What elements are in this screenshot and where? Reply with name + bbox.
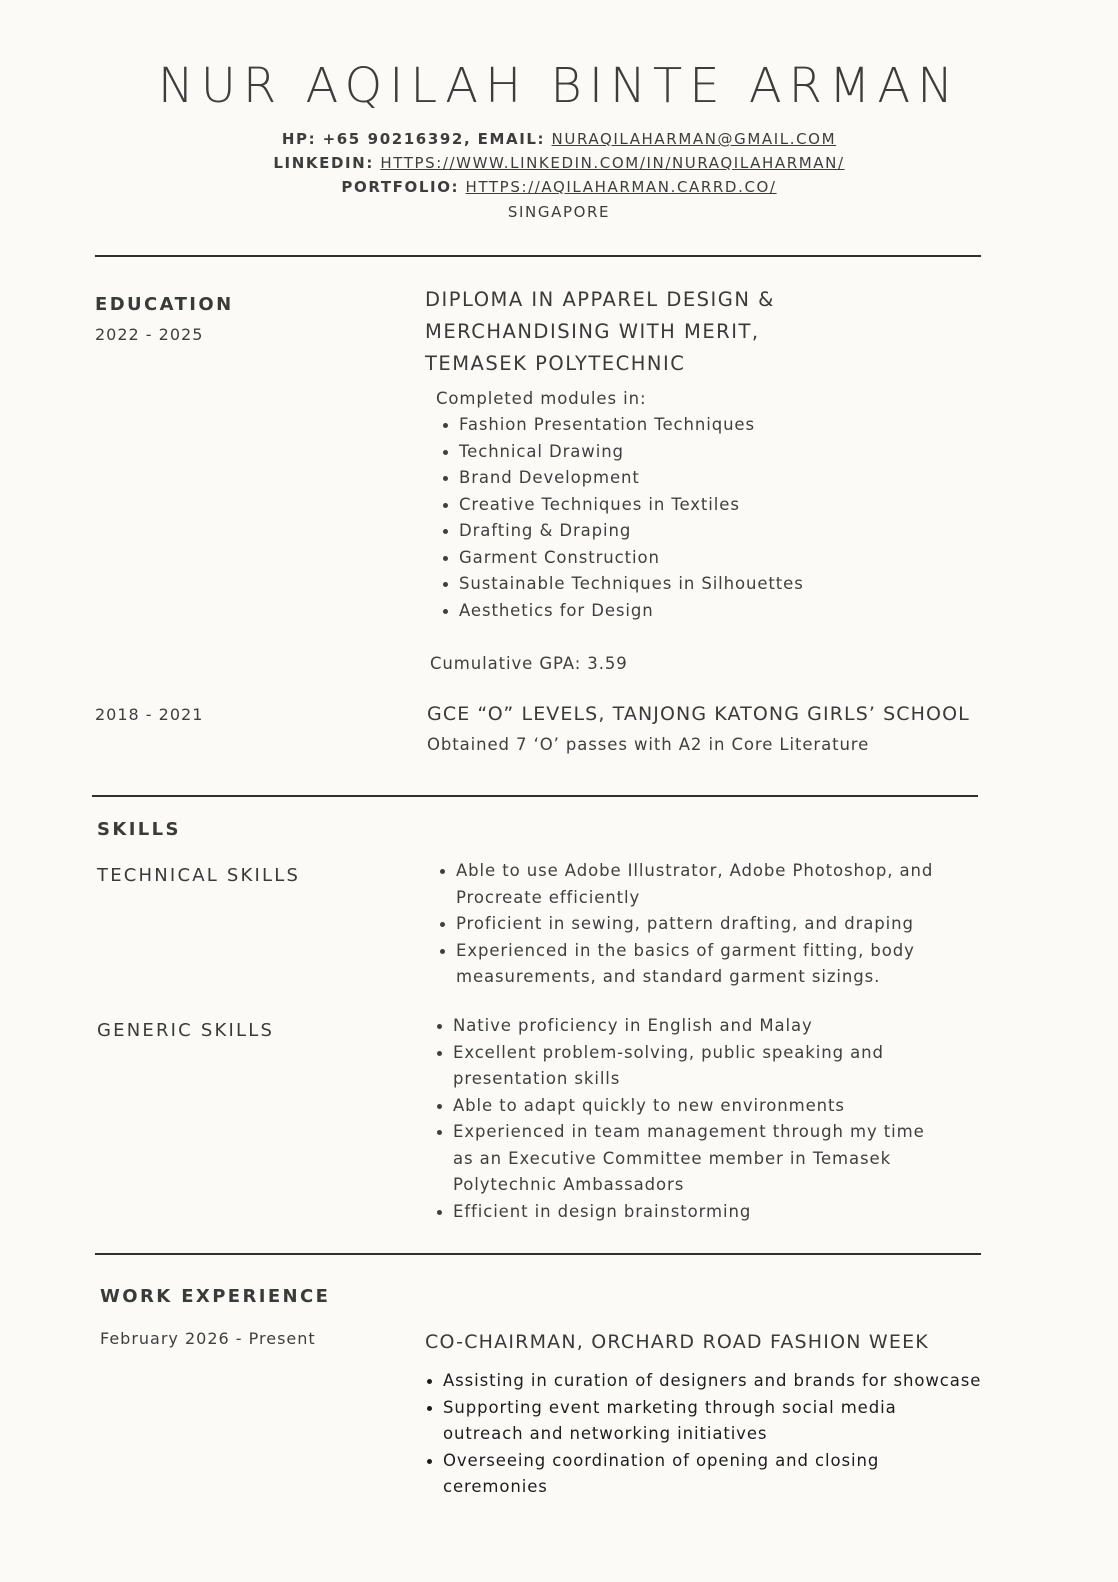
portfolio-link[interactable]: HTTPS://AQILAHARMAN.CARRD.CO/ [465,178,777,196]
technical-skills-list [434,858,933,991]
list-item: Creative Techniques in Textiles [459,492,804,519]
education-detail-2: Obtained 7 ‘O’ passes with A2 in Core Literature [427,735,870,754]
modules-intro: Completed modules in: [436,389,647,408]
modules-list [437,412,804,624]
list-item: Native proficiency in English and Malay [453,1013,925,1040]
list-item: Drafting & Draping [459,518,804,545]
education-heading-2: GCE “O” LEVELS, TANJONG KATONG GIRLS’ SCHOOL [427,703,970,725]
list-item: Brand Development [459,465,804,492]
gpa: Cumulative GPA: 3.59 [430,654,628,673]
education-heading-1 [425,284,775,380]
heading-line: DIPLOMA IN APPAREL DESIGN & [425,288,775,311]
linkedin-label: LINKEDIN: [273,154,374,172]
contact-phone-email [0,130,1118,148]
list-item: Experienced in team management through my time as an Executive Committee member in Temasek Polytechnic Ambassadors [453,1119,925,1199]
list-item: Assisting in curation of designers and brands for showcase [443,1368,981,1395]
list-item: Experienced in the basics of garment fitting, body measurements, and standard garment sizings. [456,938,933,991]
education-dates-2: 2018 - 2021 [95,705,204,724]
work-title: WORK EXPERIENCE [100,1286,331,1307]
email-label: EMAIL: [477,130,546,148]
list-item: Technical Drawing [459,439,804,466]
contact-portfolio [0,178,1118,196]
list-item: Proficient in sewing, pattern drafting, and draping [456,911,933,938]
list-item: Aesthetics for Design [459,598,804,625]
resume-name: NUR AQILAH BINTE ARMAN [157,58,961,114]
work-dates-1: February 2026 - Present [100,1329,316,1348]
list-item: Garment Construction [459,545,804,572]
email-link[interactable]: NURAQILAHARMAN@GMAIL.COM [551,130,837,148]
list-item: Able to use Adobe Illustrator, Adobe Photoshop, and Procreate efficiently [456,858,933,911]
list-item: Efficient in design brainstorming [453,1199,925,1226]
linkedin-link[interactable]: HTTPS://WWW.LINKEDIN.COM/IN/NURAQILAHARMAN/ [380,154,845,172]
hp-label: HP: [281,130,317,148]
list-item: Fashion Presentation Techniques [459,412,804,439]
work-role-1: CO-CHAIRMAN, ORCHARD ROAD FASHION WEEK [425,1331,929,1353]
heading-line: TEMASEK POLYTECHNIC [425,352,686,375]
list-item: Able to adapt quickly to new environments [453,1093,925,1120]
list-item: Sustainable Techniques in Silhouettes [459,571,804,598]
list-item: Overseeing coordination of opening and closing ceremonies [443,1448,981,1501]
divider [95,255,981,257]
hp-value: +65 90216392, [322,130,472,148]
location: SINGAPORE [507,203,611,221]
education-dates-1: 2022 - 2025 [95,325,204,344]
skills-title: SKILLS [97,819,181,840]
work-duties-list [421,1368,981,1501]
education-title: EDUCATION [95,294,234,315]
list-item: Supporting event marketing through social media outreach and networking initiatives [443,1395,981,1448]
heading-line: MERCHANDISING WITH MERIT, [425,320,760,343]
divider [95,1253,981,1255]
technical-skills-label: TECHNICAL SKILLS [97,865,301,886]
contact-linkedin [0,154,1118,172]
generic-skills-label: GENERIC SKILLS [97,1020,275,1041]
list-item: Excellent problem-solving, public speaking and presentation skills [453,1040,925,1093]
divider [92,795,978,797]
generic-skills-list [431,1013,925,1225]
portfolio-label: PORTFOLIO: [341,178,460,196]
